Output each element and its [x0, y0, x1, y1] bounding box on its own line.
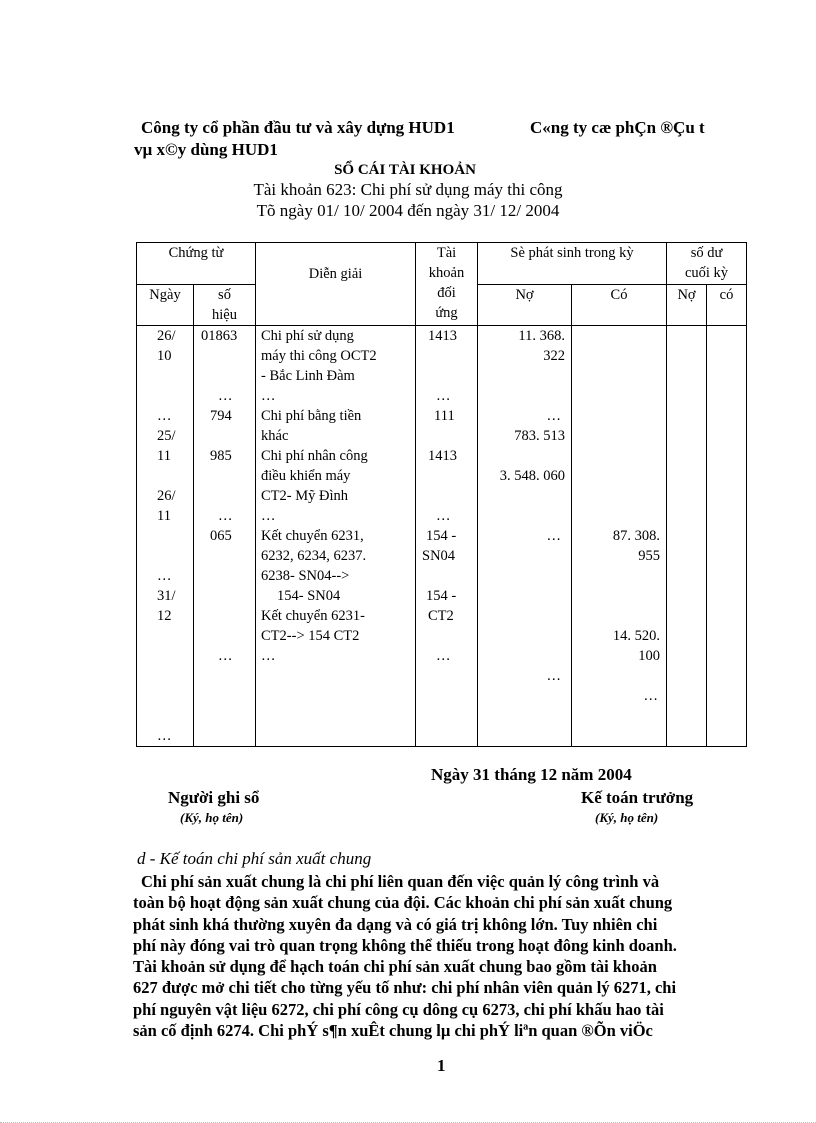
header-so-du: số dư cuối kỳ: [667, 243, 747, 285]
paragraph-line: Chi phí sản xuất chung là chi phí liên quan đến việc quản lý công trình và: [141, 872, 660, 891]
cell-text: 3. 548. 060: [499, 468, 566, 484]
paragraph-line: phát sinh khá thường xuyên đa dạng và có giá trị không lớn. Tuy nhiên chi: [133, 914, 658, 934]
cell-text: …: [261, 388, 276, 404]
col-du-co: [707, 326, 747, 747]
cell-text: 01863: [201, 328, 238, 344]
paragraph-line: sản cố định 6274. Chi phÝ s¶n xuÊt chung lµ chi phÝ liªn quan ®Õn viÖc: [133, 1021, 653, 1041]
cell-text: Chi phí bằng tiền: [261, 408, 362, 424]
cell-text: 154- SN04: [277, 588, 341, 604]
paragraph-line: Tài khoản sử dụng để hạch toán chi phí sản xuất chung bao gồm tài khoản: [133, 957, 657, 977]
cell-text: …: [643, 688, 659, 704]
cell-text: CT2- Mỹ Đình: [261, 488, 349, 504]
cell-text: Chi phí sử dụng: [261, 328, 354, 344]
company-name-right: C«ng ty cæ phÇn ®Çu t: [530, 118, 705, 137]
page-number: 1: [437, 1056, 446, 1075]
cell-text: 154 -: [426, 588, 457, 604]
cell-text: Kết chuyển 6231-: [261, 608, 365, 624]
col-tai-khoan: [416, 326, 478, 747]
paragraph-line: toàn bộ hoạt động sản xuất chung của đội. Các khoản chi phí sản xuất chung: [133, 893, 673, 913]
signer-right-note: (Ký, họ tên): [595, 810, 659, 825]
header-du-co: có: [707, 285, 747, 326]
cell-text: …: [218, 388, 233, 404]
header-tai-khoan: Tài khoản đối ứng: [416, 243, 478, 326]
header-so-hieu: số hiệu: [194, 285, 256, 326]
paragraph-line: phí nguyên vật liệu 6272, chi phí công cụ dông cụ 6273, chi phí khấu hao tài: [133, 999, 664, 1019]
cell-text: CT2: [428, 608, 454, 624]
cell-text: 31/: [157, 588, 176, 604]
cell-text: Chi phí nhân công: [261, 448, 368, 464]
cell-text: 955: [638, 548, 661, 564]
signer-right-role: Kế toán trưởng: [581, 788, 694, 807]
account-line: Tài khoản 623: Chi phí sử dụng máy thi công: [253, 180, 563, 199]
signer-left-role: Người ghi sổ: [168, 788, 260, 807]
cell-text: khác: [261, 428, 289, 444]
cell-text: 11: [157, 448, 171, 464]
cell-text: …: [436, 388, 451, 404]
cell-text: …: [157, 568, 172, 584]
cell-text: 6232, 6234, 6237.: [261, 548, 367, 564]
signer-left-note: (Ký, họ tên): [180, 810, 244, 825]
cell-text: SN04: [422, 548, 456, 564]
col-co: [572, 326, 667, 747]
cell-text: 065: [210, 528, 232, 544]
cell-text: 12: [157, 608, 172, 624]
cell-text: 10: [157, 348, 172, 364]
header-du-no: Nợ: [667, 285, 707, 326]
cell-text: 111: [434, 408, 455, 424]
cell-text: …: [157, 728, 172, 744]
cell-text: 6238- SN04-->: [261, 568, 350, 584]
col-so-hieu: [194, 326, 256, 747]
cell-text: 11: [157, 508, 171, 524]
paragraph-line: 627 được mở chi tiết cho từng yếu tố như: chi phí nhân viên quản lý 6271, chi: [133, 978, 677, 998]
cell-text: 14. 520.: [612, 628, 661, 644]
company-name-left: Công ty cổ phần đầu tư và xây dựng HUD1: [141, 118, 455, 137]
header-chung-tu: Chứng từ: [137, 243, 256, 285]
company-name-right-cont: vµ x©y dùng HUD1: [134, 140, 278, 159]
cell-text: - Bắc Linh Đàm: [261, 368, 355, 384]
cell-text: 11. 368.: [518, 328, 566, 344]
cell-text: …: [546, 668, 562, 684]
cell-text: …: [157, 408, 172, 424]
cell-text: …: [218, 648, 233, 664]
col-du-no: [667, 326, 707, 747]
cell-text: …: [261, 648, 276, 664]
cell-text: CT2--> 154 CT2: [261, 628, 360, 644]
cell-text: 1413: [428, 328, 458, 344]
header-no: Nợ: [478, 285, 572, 326]
col-no: [478, 326, 572, 747]
header-ngay: Ngày: [137, 285, 194, 326]
cell-text: Kết chuyển 6231,: [261, 528, 364, 544]
section-paragraph: [133, 871, 739, 1041]
cell-text: 154 -: [426, 528, 457, 544]
cell-text: …: [436, 648, 451, 664]
cell-text: máy thi công OCT2: [261, 348, 377, 364]
cell-text: 100: [638, 648, 661, 664]
cell-text: 783. 513: [514, 428, 566, 444]
paragraph-line: phí này đóng vai trò quan trọng không thể thiếu trong hoạt đông kinh doanh.: [133, 935, 677, 955]
cell-text: 26/: [157, 488, 176, 504]
section-heading: d - Kế toán chi phí sản xuất chung: [137, 849, 372, 868]
cell-text: 794: [210, 408, 232, 424]
cell-text: …: [436, 508, 451, 524]
cell-text: 1413: [428, 448, 458, 464]
col-ngay: [137, 326, 194, 747]
cell-text: …: [546, 528, 562, 544]
cell-text: …: [218, 508, 233, 524]
cell-text: 87. 308.: [612, 528, 661, 544]
cell-text: …: [546, 408, 562, 424]
ledger-table: [136, 242, 747, 747]
signature-date: Ngày 31 tháng 12 năm 2004: [431, 765, 632, 784]
period-line: Tõ ngày 01/ 10/ 2004 đến ngày 31/ 12/ 2004: [256, 201, 560, 220]
header-co: Có: [572, 285, 667, 326]
cell-text: 26/: [157, 328, 176, 344]
header-phat-sinh: Sè phát sinh trong kỳ: [478, 243, 667, 285]
header-dien-giai: Diễn giải: [256, 243, 416, 326]
cell-text: 322: [543, 348, 566, 364]
cell-text: 985: [210, 448, 232, 464]
ledger-title: SỔ CÁI TÀI KHOẢN: [334, 162, 476, 178]
cell-text: điều khiển máy: [261, 468, 351, 484]
cell-text: 25/: [157, 428, 176, 444]
col-dien-giai: [256, 326, 416, 747]
cell-text: …: [261, 508, 276, 524]
